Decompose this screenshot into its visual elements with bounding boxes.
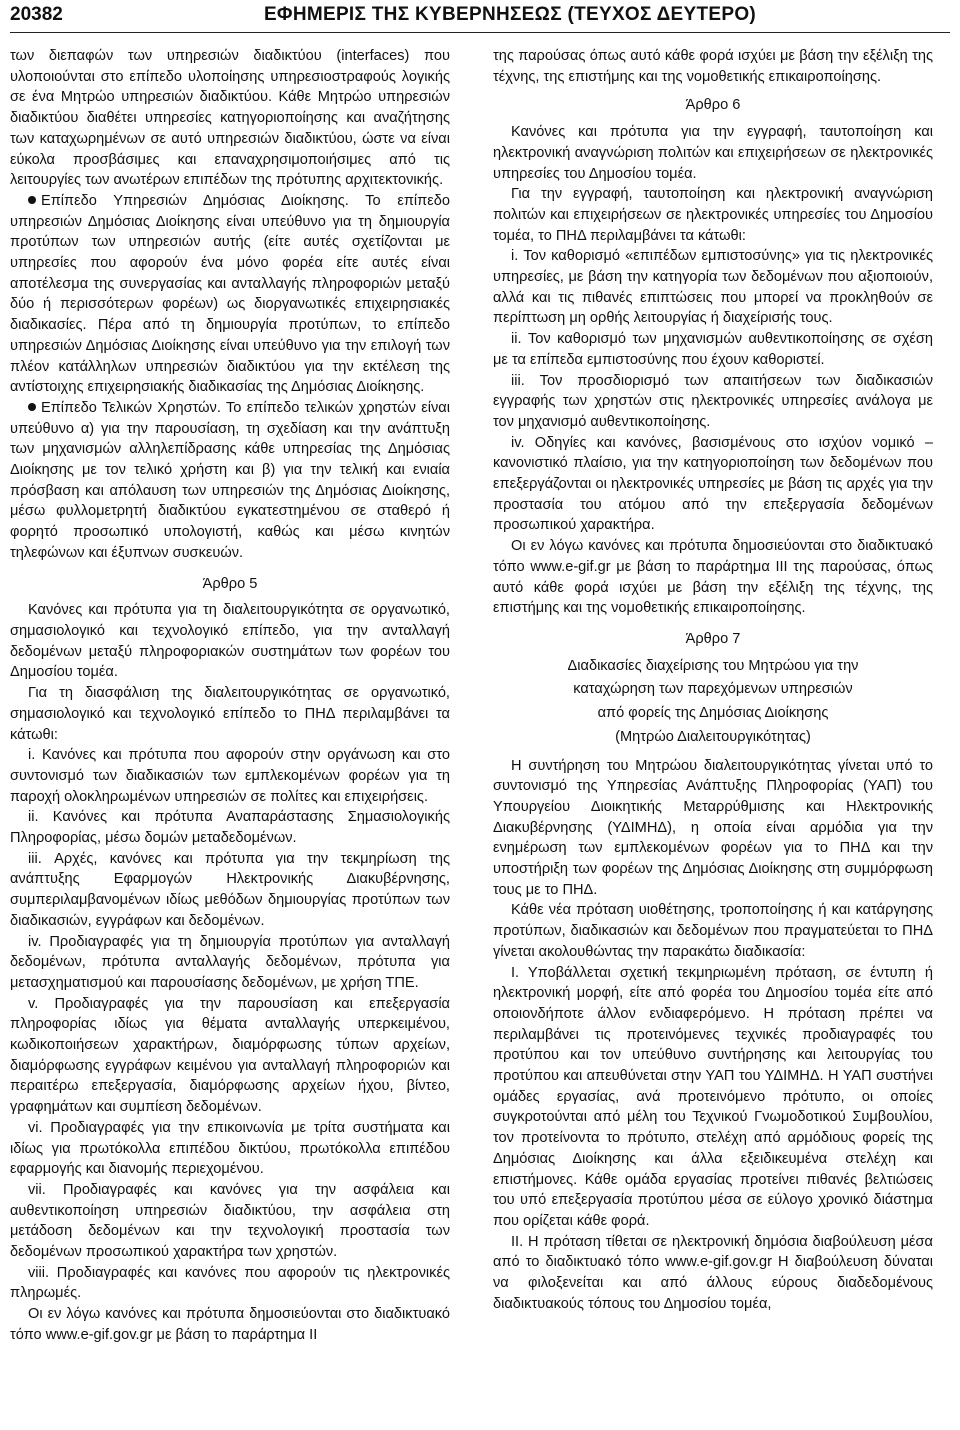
list-item: vi. Προδιαγραφές για την επικοινωνία με τρίτα συστήματα και ιδίως για πρωτόκολλα επιπέδου δικτύου, πρωτόκολλα επιπέδου εφαρμογής και διανομής περιεχομένου. bbox=[10, 1119, 450, 1178]
article-7-subtitle: καταχώρηση των παρεχόμενων υπηρεσιών bbox=[573, 681, 853, 698]
list-item: viii. Προδιαγραφές και κανόνες που αφορούν τις ηλεκτρονικές πληρωμές. bbox=[10, 1264, 450, 1302]
header-rule bbox=[10, 32, 950, 33]
article-7-subtitle: από φορείς της Δημόσιας Διοίκησης bbox=[597, 705, 829, 722]
left-column bbox=[10, 46, 450, 1346]
list-item: i. Κανόνες και πρότυπα που αφορούν στην οργάνωση και στο συντονισμό των διαδικασιών των εμπλεκομένων φορέων για τη παροχή ολοκληρωμένων υπηρεσιών σε πολίτες και επιχειρήσεις. bbox=[10, 747, 450, 805]
list-item: ii. Τον καθορισμό των μηχανισμών αυθεντικοποίησης σε σχέση με τα επίπεδα εμπιστοσύνης που έχουν καθοριστεί. bbox=[493, 331, 933, 368]
paragraph-text: Επίπεδο Τελικών Χρηστών. Το επίπεδο τελικών χρηστών είναι υπεύθυνο α) για την παρουσίαση, τη σχεδίαση και την ανάπτυξη των μηχανισμών αλληλεπίδρασης κάθε υπηρεσίας της Δημόσιας Διοίκησης με τον τελικό χρήστη και β) για την τελική και ενιαία πρόσβαση και απόλαυση των υπηρεσιών της Δημόσιας Διοίκησης, μέσω φυλλομετρητή διαδικτύου εγκατεστημένου σε σταθερό ή φορητό προσωπικό υπολογιστή, καθώς και μέσω κινητών τηλεφώνων και έξυπνων συσκευών. bbox=[10, 399, 450, 561]
paragraph: Η συντήρηση του Μητρώου διαλειτουργικότητας γίνεται υπό το συντονισμό της Υπηρεσίας Ανάπτυξης Πληροφορίας (ΥΑΠ) του Υπουργείου Διοικητικής Μεταρρύθμισης και Ηλεκτρονικής Διακυβέρνησης (ΥΔΙΜΗΔ), η οποία είναι αρμόδια για την ενημέρωση των εμπλεκομένων φορέων για το ΠΗΔ και την υποστήριξη των φορέων της Δημόσιας Διοίκησης στη συμμόρφωση τους με το ΠΗΔ. bbox=[493, 757, 933, 898]
paragraph: Κάθε νέα πρόταση υιοθέτησης, τροποποίησης ή και κατάργησης προτύπων, διαδικασιών και δεδομένων που πραγματεύεται το ΠΗΔ γίνεται ακολουθώντας την παρακάτω διαδικασία: bbox=[493, 902, 933, 960]
list-item: v. Προδιαγραφές για την παρουσίαση και επεξεργασία πληροφορίας ιδίως για θέματα ανταλλαγής υπερκειμένου, κωδικοποιήσεων χαρακτήρων, διαμόρφωσης τύπων αρχείων, διαμόρφωσης εγγράφων κειμένου για ανταλλαγή πληροφοριών και περαιτέρω επεξεργασία, διαμόρφωσης αρχείων ήχου, βίντεο, γραφημάτων και συμπίεση δεδομένων. bbox=[10, 995, 450, 1116]
list-item: iv. Προδιαγραφές για τη δημιουργία προτύπων για ανταλλαγή δεδομένων, πρότυπα ανταλλαγής δεδομένων, πρότυπα για μετασχηματισμού και παρουσίασης δεδομένων, με χρήση ΤΠΕ. bbox=[10, 933, 450, 991]
page-header bbox=[0, 0, 960, 38]
article-7-subtitle: Διαδικασίες διαχείρισης του Μητρώου για την bbox=[567, 657, 859, 674]
article-5-title: Άρθρο 5 bbox=[202, 575, 258, 592]
paragraph-text: Επίπεδο Υπηρεσιών Δημόσιας Διοίκησης. Το επίπεδο υπηρεσιών Δημόσιας Διοίκησης είναι υπεύθυνο για τη δημιουργία προτύπων των υπηρεσιών αυτής (είτε αυτές σχετίζονται με υπηρεσίες που αφορούν ένα μόνο φορέα είτε αυτές είναι αποτέλεσμα της συνεργασίας και ανταλλαγής πληροφοριών μεταξύ δύο ή περισσότερων φορέων) ως διοργανωτικές επιχειρησιακές διαδικασίες. Πέρα από τη δημιουργία προτύπων, το επίπεδο υπηρεσιών Δημόσιας Διοίκησης είναι υπεύθυνο για την επιλογή των πλέον κατάλληλων υπηρεσιών διαδικτύου για την εκτέλεση της αντίστοιχης επιχειρησιακής διαδικασίας της Δημόσιας Διοίκησης. bbox=[10, 192, 450, 396]
list-item: iii. Τον προσδιορισμό των απαιτήσεων των διαδικασιών εγγραφής των χρηστών στις ηλεκτρονικές υπηρεσίες ανάλογα με τον μηχανισμό αυθεντικοποίησης. bbox=[493, 372, 933, 430]
gazette-title: ΕΦΗΜΕΡΙΣ ΤΗΣ ΚΥΒΕΡΝΗΣΕΩΣ (ΤΕΥΧΟΣ ΔΕΥΤΕΡΟ) bbox=[263, 4, 757, 25]
list-item: ΙΙ. Η πρόταση τίθεται σε ηλεκτρονική δημόσια διαβούλευση μέσα από το διαδικτυακό τόπο www.e-gif.gov.gr Η διαβούλευση δύναται να φιλοξενείται και από άλλους εύρους διαδεδομένους διαδικτυακούς τόπους του Δημοσίου τομέα, bbox=[493, 1233, 933, 1312]
list-item: vii. Προδιαγραφές και κανόνες για την ασφάλεια και αυθεντικοποίηση υπηρεσιών διαδικτύου, την ασφάλεια στη μετάδοση δεδομένων και την τεχνολογική προστασία των δεδομένων προσωπικού χαρακτήρα των χρηστών. bbox=[10, 1181, 450, 1261]
bullet-paragraph bbox=[10, 398, 450, 564]
paragraph: Για την εγγραφή, ταυτοποίηση και ηλεκτρονική αναγνώριση πολιτών και επιχειρήσεων σε ηλεκτρονικές υπηρεσίες του Δημοσίου τομέα, το ΠΗΔ περιλαμβάνει τα κάτωθι: bbox=[493, 186, 933, 244]
paragraph: Για τη διασφάλιση της διαλειτουργικότητας σε οργανωτικό, σημασιολογικό και τεχνολογικό επίπεδο το ΠΗΔ περιλαμβάνει τα κάτωθι: bbox=[10, 685, 450, 743]
article-7-subtitle: (Μητρώο Διαλειτουργικότητας) bbox=[615, 728, 811, 745]
list-item: i. Τον καθορισμό «επιπέδων εμπιστοσύνης» για τις ηλεκτρονικές υπηρεσίες, με βάση την κατηγορία των δεδομένων που αξιοποιούν, αλλά και τις πιθανές επιπτώσεις που μπορεί να προκληθούν σε περίπτωση μη ορθής λειτουργίας ή διαχείρισής τους. bbox=[493, 248, 933, 327]
article-6-title: Άρθρο 6 bbox=[685, 97, 741, 114]
article-7-title: Άρθρο 7 bbox=[685, 630, 741, 647]
list-item: iv. Οδηγίες και κανόνες, βασισμένους στο ισχύον νομικό – κανονιστικό πλαίσιο, για την κατηγοριοποίηση των δεδομένων που επεξεργάζονται οι ηλεκτρονικές υπηρεσίες με βάση τις αρχές για την προστασία του ατόμου από την επεξεργασία δεδομένων προσωπικού χαρακτήρα. bbox=[493, 434, 933, 534]
bullet-icon bbox=[28, 403, 36, 411]
list-item: Ι. Υποβάλλεται σχετική τεκμηριωμένη πρόταση, σε έντυπη ή ηλεκτρονική μορφή, είτε από φορέα του Δημοσίου τομέα είτε από οποιονδήποτε άλλον ενδιαφερόμενο. Η πρόταση πρέπει να περιλαμβάνει τις προτεινόμενες τεχνικές προδιαγραφές του προτύπου και τον υπεύθυνο συντήρησης και λειτουργίας του προτύπου και απευθύνεται στην ΥΑΠ του ΥΔΙΜΗΔ. Η ΥΑΠ συστήνει ομάδες εργασίας, ανά προτεινόμενο πρότυπο, οι οποίες συγκροτούνται από μέλη του Τεχνικού Γνωμοδοτικού Συμβουλίου, τον προτείνοντα το πρότυπο, στελέχη από αρμόδιους φορείς της Δημόσιας Διοίκησης και άλλα εξειδικευμένα στελέχη και επιστήμονες. Κάθε ομάδα εργασίας προτείνει πιθανές βελτιώσεις του υπό επεξεργασία προτύπου μέσα σε εύλογο χρονικό διάστημα που ορίζεται κάθε φορά. bbox=[493, 964, 933, 1229]
right-column bbox=[493, 46, 933, 1314]
bullet-icon bbox=[28, 196, 36, 204]
paragraph: Οι εν λόγω κανόνες και πρότυπα δημοσιεύονται στο διαδικτυακό τόπο www.e-gif.gr με βάση το παράρτημα ΙΙΙ της παρούσας, όπως αυτό κάθε φορά ισχύει με βάση την εξέλιξη της τέχνης, της επιστήμης και της νομοθετικής επικαιροποίησης. bbox=[493, 538, 933, 617]
paragraph: της παρούσας όπως αυτό κάθε φορά ισχύει με βάση την εξέλιξη της τέχνης, της επιστήμης και της νομοθετικής επικαιροποίησης. bbox=[493, 48, 933, 85]
paragraph: Οι εν λόγω κανόνες και πρότυπα δημοσιεύονται στο διαδικτυακό τόπο www.e-gif.gov.gr με βάση το παράρτημα ΙΙ bbox=[10, 1306, 450, 1343]
paragraph: Κανόνες και πρότυπα για την εγγραφή, ταυτοποίηση και ηλεκτρονική αναγνώριση πολιτών και επιχειρήσεων σε ηλεκτρονικές υπηρεσίες του Δημοσίου τομέα. bbox=[493, 124, 933, 182]
page-number: 20382 bbox=[10, 4, 63, 25]
list-item: iii. Αρχές, κανόνες και πρότυπα για την τεκμηρίωση της ανάπτυξης Εφαρμογών Ηλεκτρονικής Διακυβέρνησης, συμπεριλαμβανομένων ιδίως μεθόδων δημιουργίας προτύπων των διαδικασιών, εγγράφων και δεδομένων. bbox=[10, 850, 450, 929]
paragraph: Κανόνες και πρότυπα για τη διαλειτουργικότητα σε οργανωτικό, σημασιολογικό και τεχνολογικό επίπεδο, για την ανταλλαγή δεδομένων μεταξύ πληροφοριακών συστημάτων των φορέων του Δημοσίου τομέα. bbox=[10, 602, 450, 681]
paragraph: των διεπαφών των υπηρεσιών διαδικτύου (interfaces) που υλοποιούνται στο επίπεδο υλοποίησης υπηρεσιοστραφούς λογικής σε ένα Μητρώο υπηρεσιών διαδικτύου. Κάθε Μητρώο υπηρεσιών διαδικτύου διαθέτει υπηρεσίες κατηγοριοποίησης και αναζήτησης των καταχωρημένων σε αυτό υπηρεσιών διαδικτύου, ώστε να είναι εύκολα προσβάσιμες και επαναχρησιμοποιήσιμες από τις λειτουργίες των ανωτέρων επιπέδων της πρότυπης αρχιτεκτονικής. bbox=[10, 48, 450, 189]
list-item: ii. Κανόνες και πρότυπα Αναπαράστασης Σημασιολογικής Πληροφορίας, μέσω δομών μεταδεδομένων. bbox=[10, 809, 450, 847]
bullet-paragraph bbox=[10, 191, 450, 398]
